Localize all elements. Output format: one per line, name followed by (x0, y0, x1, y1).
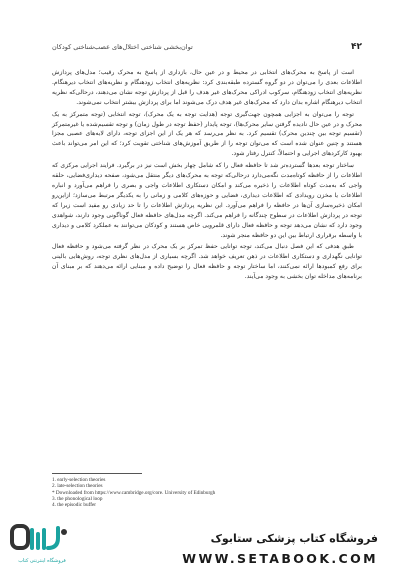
paragraph: توجه را می‌توان به اجزایی همچون جهت‌گیری توجه (هدایت توجه به یک محرک)، توجه انتخابی (توجه متمرکز به یک محرک و در عین حال نادیده گرفتن سایر محرک‌ها)، توجه پایدار (حفظ توجه در طول زمان) و توجه تقسیم‌شده یا غیرمتمرکز (تقسیم توجه بین چندین محرک) تقسیم کرد. به نظر می‌رسد که هر یک از این اجزای توجه، دارای لایه‌های عصبی مجزا هستند و چنین عنوان شده است که می‌توان توجه را از طریق آموزش‌های شناختی تقویت کرد؛ که این امر می‌تواند باعث بهبود کارکردهای اجرایی و احتمالاً، کنترل رفتار شود. (52, 110, 362, 158)
store-url[interactable]: WWW.SETABOOK.COM (182, 551, 378, 566)
page-header (52, 40, 362, 54)
footnote: 3. the phonological loop (52, 495, 103, 502)
footnote: * Downloaded from https://www.cambridge.org/core. University of Edinburgh (52, 489, 216, 496)
running-title: توان‌بخشی شناختی اختلال‌های عصب‌شناختی کودکان (52, 43, 193, 51)
footnote: 2. late-selection theories (52, 483, 103, 490)
body-text (52, 68, 362, 284)
footnotes (52, 477, 352, 508)
page-number: ۴۲ (351, 42, 362, 52)
store-footer (0, 520, 400, 576)
paragraph: طبق هدفی که این فصل دنبال می‌کند، توجه توانایی حفظ تمرکز بر یک محرک در نظر گرفته می‌شود و حافظه فعال توانایی نگهداری و دستکاری اطلاعات در ذهن تعریف خواهد شد. اگرچه بسیاری از مدل‌های نظری توجه، روش‌هایی بالینی برای رفع کمبودها ارائه نمی‌کنند، اما ساختار توجه و حافظه فعال را توضیح داده و مبنایی ارائه می‌دهند که بر مبنای آن برنامه‌های مداخله توان بخشی به وجود می‌آیند. (52, 243, 362, 281)
setabook-logo (10, 520, 70, 558)
footnote-divider (52, 473, 142, 474)
footnote: 4. the episodic buffer (52, 502, 96, 509)
footnote: 1. early-selection theories (52, 477, 106, 483)
paragraph: ساختار توجه بعدها گسترده‌تر شد تا حافظه فعال را که شامل چهار بخش است نیز در برگیرد. فرایند اجرایی مرکزی که اطلاعات را از حافظه کوتاه‌مدت نگه‌می‌دارد درحالی‌که توجه به محرک‌های دیگر منتقل می‌شود، صفحه دیداری‌فضایی، حلقه واجی که به‌مدت کوتاه اطلاعات را ذخیره می‌کند و امکان دستکاری اطلاعات واجی و بصری را فراهم می‌آورد و انباره اطلاعات یا مخزن رویدادی که اطلاعات دیداری، فضایی و حوزه‌های کلامی و زمانی را به یکدیگر مرتبط می‌سازد؛ ازاین‌رو امکان ذخیره‌سازی آن‌ها در حافظه را فراهم می‌آورد. این نظریه پردازش اطلاعات را تا حد زیادی رو مفید است زیرا که توجه در پردازش اطلاعات در سطوح چندگانه را فراهم می‌کند. اگرچه مدل‌های حافظه فعال گوناگونی وجود دارند، شواهدی وجود دارد که نشان می‌دهد توجه و حافظه فعال دارای قلمرویی خاص هستند و کودکان می‌توانند به عملکرد کلامی و دیداری با واسطه برقراری ارتباط بین این دو حافظه منجر شوند. (52, 162, 362, 239)
paragraph: است از پاسخ به محرک‌های انتخابی در محیط و در عین حال، بازداری از پاسخ به محرک رقیب؛ مدل‌های پردازش اطلاعات بعدی را می‌توان در دو گروه گسترده طبقه‌بندی کرد: نظریه‌های انتخاب زودهنگام و نظریه‌های انتخاب دیرهنگام. نظریه‌های انتخاب زودهنگام، سرکوب ادراکی محرک‌های غیر هدف را قبل از پردازش توجه نشان می‌دهند، درحالی‌که نظریه انتخاب دیرهنگام اشاره بدان دارد که محرک‌های غیر هدف درک می‌شوند اما برای پردازش بیشتر انتخاب نمی‌شوند. (52, 69, 362, 106)
logo-tagline: فروشگاه اینترنتی کتاب (18, 558, 66, 564)
store-name: فروشگاه کتاب پزشکی ستابوک (210, 532, 378, 545)
